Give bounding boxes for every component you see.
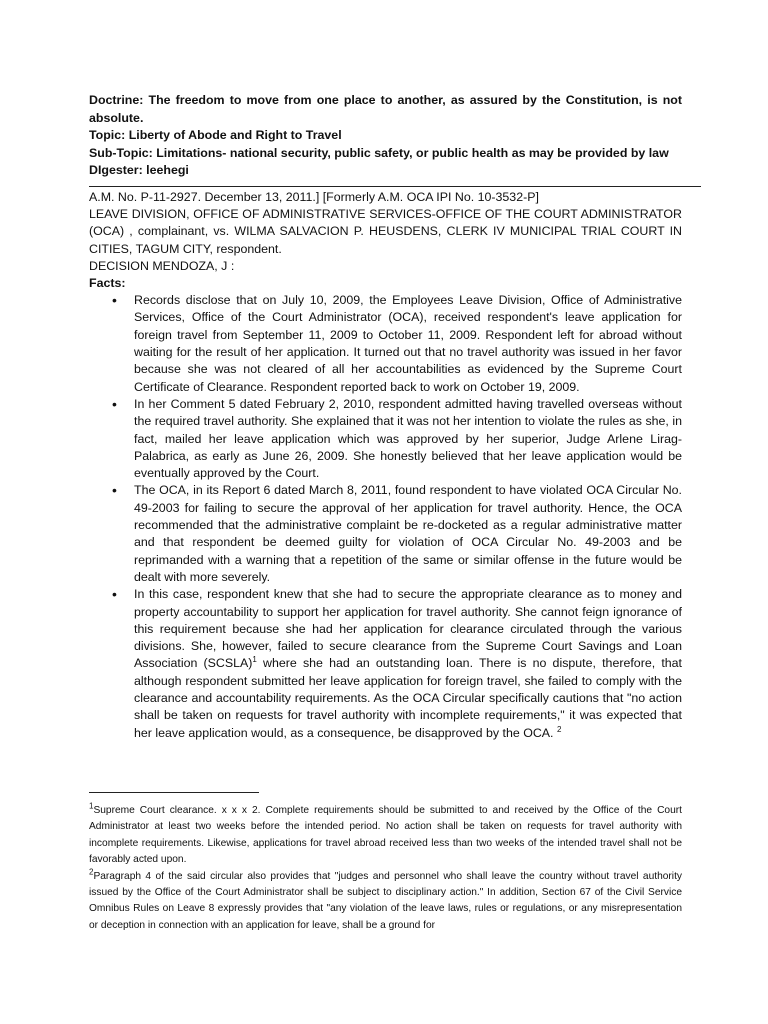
footnotes	[89, 803, 682, 934]
topic-line: Topic: Liberty of Abode and Right to Travel	[89, 128, 342, 143]
footnote-divider	[89, 792, 259, 793]
bullet-icon: •	[112, 395, 117, 412]
fact-text: In her Comment 5 dated February 2, 2010, respondent admitted having travelled overseas without the required travel authority. She explained that it was not her intention to violate the rules as she, in fact, mailed her leave application which was approved by her superior, Judge Arlene Lirag-Palabrica, as early as June 26, 2009. She honestly believed that her leave application would be eventually approved by the Court.	[134, 396, 682, 481]
case-citation: A.M. No. P-11-2927. December 13, 2011.] [Formerly A.M. OCA IPI No. 10-3532-P]	[89, 189, 539, 204]
footnote	[89, 803, 682, 869]
footnote-text: Paragraph 4 of the said circular also provides that "judges and personnel who shall leave the country without travel authority issued by the Office of the Court Administrator shall be subject to disciplinary action." In addition, Section 67 of the Civil Service Omnibus Rules on Leave 8 expressly provides that "any violation of the leave laws, rules or regulations, or any misrepresentation or deception in connection with an application for leave, shall be a ground for	[89, 870, 682, 931]
case-caption: LEAVE DIVISION, OFFICE OF ADMINISTRATIVE SERVICES-OFFICE OF THE COURT ADMINISTRATOR (OCA) , complainant, vs. WILMA SALVACION P. HEUSDENS, CLERK IV MUNICIPAL TRIAL COURT IN CITIES, TAGUM CITY, respondent.	[89, 207, 682, 256]
digester-line: DIgester: leehegi	[89, 163, 189, 178]
list-item	[112, 292, 682, 396]
footnote-number: 2	[89, 867, 94, 877]
decision-line: DECISION MENDOZA, J :	[89, 258, 235, 273]
digest-header	[89, 92, 682, 180]
doctrine-line: Doctrine: The freedom to move from one place to another, as assured by the Constitution, is not absolute.	[89, 93, 682, 125]
facts-label: Facts:	[89, 275, 126, 290]
fact-text: In this case, respondent knew that she had to secure the appropriate clearance as to money and property accountability to support her application for travel authority. She cannot feign ignorance of this requirement because she had her application for clearance circulated through the various divisions. She, however, failed to secure clearance from the Supreme Court Savings and Loan Association (SCSLA)	[134, 587, 682, 671]
footnote-text: Supreme Court clearance. x x x 2. Complete requirements should be submitted to and received by the Office of the Court Administrator at least two weeks before the intended period. No action shall be taken on requests for travel authority with incomplete requirements. Likewise, applications for travel abroad received less than two weeks of the intended travel shall not be favorably acted upon.	[89, 805, 682, 866]
header-divider	[89, 186, 701, 187]
footnote-ref[interactable]: 1	[252, 655, 257, 665]
bullet-icon: •	[112, 586, 117, 603]
subtopic-line: Sub-Topic: Limitations- national security, public safety, or public health as may be provided by law	[89, 145, 669, 160]
case-info	[89, 189, 682, 292]
fact-text: Records disclose that on July 10, 2009, the Employees Leave Division, Office of Administrative Services, Office of the Court Administrator (OCA), received respondent's leave application for foreign travel from September 11, 2009 to October 11, 2009. Respondent left for abroad without waiting for the result of her application. It turned out that no travel authority was issued in her favor because she was not cleared of all her accountabilities as evidenced by the Supreme Court Certificate of Clearance. Respondent reported back to work on October 19, 2009.	[134, 293, 682, 394]
fact-text: The OCA, in its Report 6 dated March 8, 2011, found respondent to have violated OCA Circular No. 49-2003 for failing to secure the approval of her application for travel authority. Hence, the OCA recommended that the administrative complaint be re-docketed as a regular administrative matter and that respondent be deemed guilty for violation of OCA Circular No. 49-2003 and be reprimanded with a warning that a repetition of the same or similar offense in the future would be dealt with more severely.	[134, 483, 682, 584]
list-item	[112, 395, 682, 482]
footnote	[89, 869, 682, 935]
footnote-number: 1	[89, 801, 94, 811]
bullet-icon: •	[112, 482, 117, 499]
fact-text: where she had an outstanding loan. There is no dispute, therefore, that although respondent submitted her leave application for foreign travel, she failed to comply with the clearance and accountability requirements. As the OCA Circular specifically cautions that "no action shall be taken on requests for travel authority with incomplete requirements," it was expected that her leave application would, as a consequence, be disapproved by the OCA.	[134, 656, 682, 740]
list-item	[112, 586, 682, 742]
list-item	[112, 482, 682, 586]
bullet-icon: •	[112, 292, 117, 309]
footnote-ref[interactable]: 2	[556, 724, 562, 734]
facts-list	[89, 292, 682, 742]
